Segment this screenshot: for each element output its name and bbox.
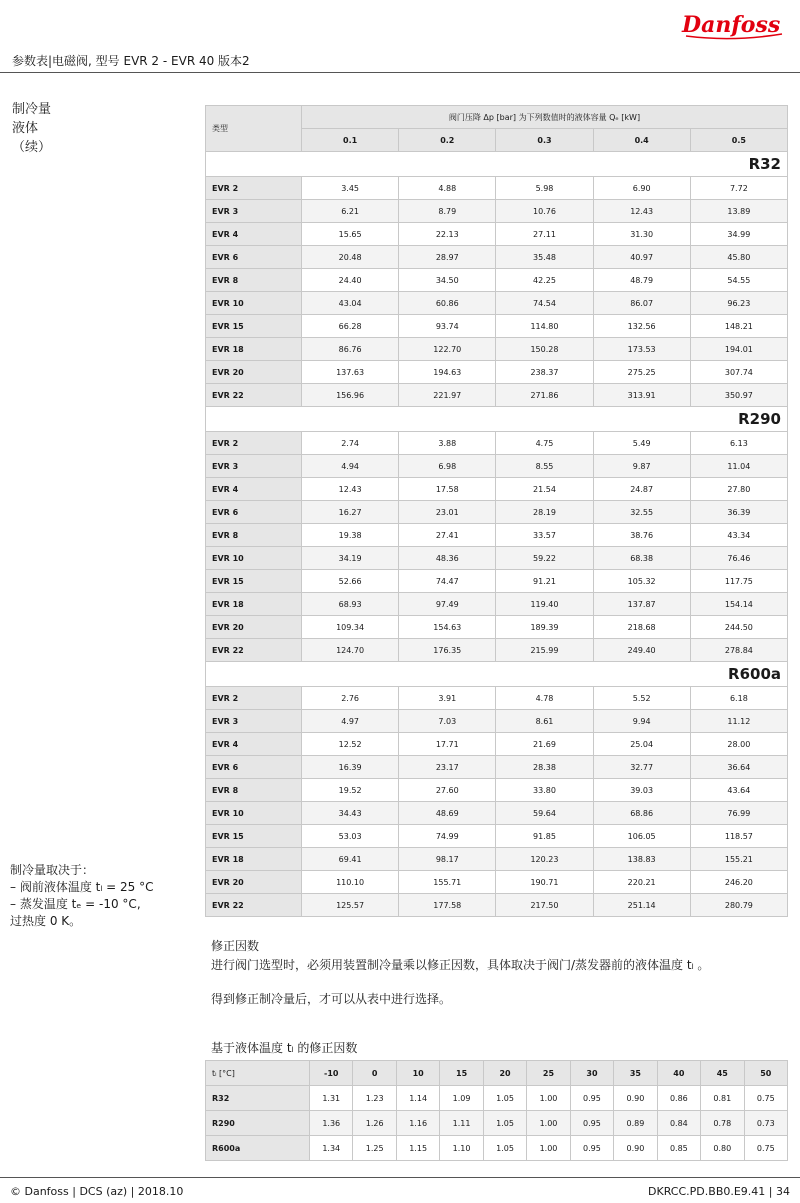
capacity-cell: 17.58 — [399, 478, 496, 501]
temperature-header: 25 — [527, 1061, 570, 1086]
table-row — [206, 871, 788, 894]
pressure-header: 0.1 — [302, 129, 399, 152]
capacity-cell: 6.13 — [690, 432, 787, 455]
correction-table — [205, 1060, 788, 1161]
factor-cell: 1.11 — [440, 1111, 483, 1136]
capacity-cell: 124.70 — [302, 639, 399, 662]
temperature-header: 50 — [744, 1061, 787, 1086]
temperature-header: 10 — [396, 1061, 439, 1086]
model-cell: EVR 18 — [206, 848, 302, 871]
capacity-cell: 125.57 — [302, 894, 399, 917]
type-header: 类型 — [206, 106, 302, 152]
capacity-cell: 106.05 — [593, 825, 690, 848]
capacity-cell: 280.79 — [690, 894, 787, 917]
capacity-cell: 34.50 — [399, 269, 496, 292]
capacity-cell: 27.41 — [399, 524, 496, 547]
temperature-header: 15 — [440, 1061, 483, 1086]
table-row — [206, 710, 788, 733]
model-cell: EVR 8 — [206, 524, 302, 547]
capacity-cell: 93.74 — [399, 315, 496, 338]
capacity-cell: 6.90 — [593, 177, 690, 200]
capacity-cell: 218.68 — [593, 616, 690, 639]
table-row — [206, 825, 788, 848]
capacity-cell: 117.75 — [690, 570, 787, 593]
table-row — [206, 384, 788, 407]
table-row — [206, 570, 788, 593]
capacity-cell: 21.54 — [496, 478, 593, 501]
correction-table-body — [206, 1086, 788, 1161]
capacity-cell: 28.97 — [399, 246, 496, 269]
capacity-cell: 190.71 — [496, 871, 593, 894]
refrigerant-name: R600a — [206, 662, 788, 687]
table-row — [206, 547, 788, 570]
heading-line: 液体 — [12, 121, 39, 136]
capacity-cell: 27.60 — [399, 779, 496, 802]
table-row — [206, 616, 788, 639]
temperature-header: 0 — [353, 1061, 396, 1086]
capacity-cell: 176.35 — [399, 639, 496, 662]
capacity-cell: 137.63 — [302, 361, 399, 384]
capacity-cell: 13.89 — [690, 200, 787, 223]
temperature-label: tₗ [°C] — [206, 1061, 310, 1086]
capacity-cell: 173.53 — [593, 338, 690, 361]
capacity-cell: 48.36 — [399, 547, 496, 570]
capacity-cell: 36.64 — [690, 756, 787, 779]
model-cell: EVR 3 — [206, 200, 302, 223]
capacity-cell: 12.52 — [302, 733, 399, 756]
capacity-cell: 19.38 — [302, 524, 399, 547]
table-row — [206, 593, 788, 616]
capacity-cell: 11.12 — [690, 710, 787, 733]
factor-cell: 1.05 — [483, 1136, 526, 1161]
capacity-cell: 74.99 — [399, 825, 496, 848]
capacity-cell: 33.57 — [496, 524, 593, 547]
factor-cell: 1.15 — [396, 1136, 439, 1161]
model-cell: EVR 22 — [206, 384, 302, 407]
capacity-cell: 24.40 — [302, 269, 399, 292]
capacity-cell: 138.83 — [593, 848, 690, 871]
capacity-cell: 68.38 — [593, 547, 690, 570]
model-cell: EVR 3 — [206, 455, 302, 478]
capacity-cell: 24.87 — [593, 478, 690, 501]
table-row — [206, 1086, 788, 1111]
capacity-cell: 119.40 — [496, 593, 593, 616]
capacity-cell: 278.84 — [690, 639, 787, 662]
factor-cell: 0.81 — [701, 1086, 744, 1111]
danfoss-logo — [678, 6, 788, 42]
model-cell: EVR 15 — [206, 315, 302, 338]
capacity-cell: 3.91 — [399, 687, 496, 710]
capacity-cell: 33.80 — [496, 779, 593, 802]
factor-cell: 1.10 — [440, 1136, 483, 1161]
model-cell: EVR 20 — [206, 361, 302, 384]
temperature-header: 40 — [657, 1061, 700, 1086]
capacity-cell: 96.23 — [690, 292, 787, 315]
capacity-cell: 4.88 — [399, 177, 496, 200]
model-cell: EVR 6 — [206, 756, 302, 779]
model-cell: EVR 22 — [206, 894, 302, 917]
capacity-cell: 220.21 — [593, 871, 690, 894]
capacity-cell: 4.94 — [302, 455, 399, 478]
capacity-cell: 9.87 — [593, 455, 690, 478]
model-cell: EVR 2 — [206, 432, 302, 455]
model-cell: EVR 10 — [206, 292, 302, 315]
capacity-cell: 122.70 — [399, 338, 496, 361]
model-cell: EVR 4 — [206, 733, 302, 756]
capacity-cell: 38.76 — [593, 524, 690, 547]
capacity-cell: 4.78 — [496, 687, 593, 710]
capacity-table — [205, 105, 788, 917]
capacity-cell: 43.04 — [302, 292, 399, 315]
capacity-cell: 35.48 — [496, 246, 593, 269]
capacity-cell: 7.03 — [399, 710, 496, 733]
heading-line: （续） — [12, 140, 52, 155]
table-row — [206, 269, 788, 292]
heading-line: 制冷量 — [12, 102, 52, 117]
capacity-cell: 86.07 — [593, 292, 690, 315]
correction-paragraph: 得到修正制冷量后，才可以从表中进行选择。 — [211, 992, 452, 1006]
capacity-cell: 23.17 — [399, 756, 496, 779]
capacity-cell: 69.41 — [302, 848, 399, 871]
capacity-cell: 97.49 — [399, 593, 496, 616]
temperature-header: 35 — [614, 1061, 657, 1086]
capacity-cell: 194.63 — [399, 361, 496, 384]
capacity-cell: 177.58 — [399, 894, 496, 917]
factor-cell: 0.80 — [701, 1136, 744, 1161]
factor-cell: 1.05 — [483, 1111, 526, 1136]
capacity-cell: 5.52 — [593, 687, 690, 710]
factor-cell: 0.86 — [657, 1086, 700, 1111]
table-row — [206, 1136, 788, 1161]
capacity-cell: 6.21 — [302, 200, 399, 223]
logo-text: Danfoss — [682, 12, 781, 38]
capacity-cell: 43.64 — [690, 779, 787, 802]
table-row — [206, 455, 788, 478]
factor-cell: 0.73 — [744, 1111, 787, 1136]
correction-header-row — [206, 1061, 788, 1086]
factor-cell: 0.78 — [701, 1111, 744, 1136]
table-row — [206, 687, 788, 710]
capacity-cell: 2.76 — [302, 687, 399, 710]
capacity-cell: 251.14 — [593, 894, 690, 917]
capacity-cell: 28.00 — [690, 733, 787, 756]
table-row — [206, 756, 788, 779]
refrigerant-row — [206, 407, 788, 432]
capacity-cell: 76.99 — [690, 802, 787, 825]
capacity-cell: 275.25 — [593, 361, 690, 384]
table-row — [206, 802, 788, 825]
temperature-header: 45 — [701, 1061, 744, 1086]
capacity-cell: 221.97 — [399, 384, 496, 407]
capacity-cell: 40.97 — [593, 246, 690, 269]
capacity-cell: 155.71 — [399, 871, 496, 894]
factor-cell: 0.89 — [614, 1111, 657, 1136]
footer-copyright: © Danfoss | DCS (az) | 2018.10 — [10, 1185, 184, 1198]
capacity-cell: 91.21 — [496, 570, 593, 593]
capacity-cell: 155.21 — [690, 848, 787, 871]
table-row — [206, 478, 788, 501]
capacity-cell: 11.04 — [690, 455, 787, 478]
note-line: – 蒸发温度 tₑ = -10 °C, — [10, 897, 141, 911]
capacity-conditions-note — [10, 862, 153, 930]
capacity-cell: 68.93 — [302, 593, 399, 616]
capacity-cell: 5.98 — [496, 177, 593, 200]
capacity-cell: 22.13 — [399, 223, 496, 246]
capacity-cell: 4.97 — [302, 710, 399, 733]
model-cell: EVR 2 — [206, 177, 302, 200]
model-cell: EVR 4 — [206, 223, 302, 246]
table-row — [206, 432, 788, 455]
table-row — [206, 361, 788, 384]
capacity-cell: 76.46 — [690, 547, 787, 570]
factor-cell: 0.75 — [744, 1136, 787, 1161]
capacity-cell: 244.50 — [690, 616, 787, 639]
factor-cell: 0.95 — [570, 1111, 613, 1136]
capacity-cell: 34.99 — [690, 223, 787, 246]
table-row — [206, 200, 788, 223]
capacity-cell: 7.72 — [690, 177, 787, 200]
factor-cell: 0.95 — [570, 1086, 613, 1111]
capacity-cell: 32.77 — [593, 756, 690, 779]
capacity-cell: 54.55 — [690, 269, 787, 292]
capacity-cell: 10.76 — [496, 200, 593, 223]
capacity-cell: 154.63 — [399, 616, 496, 639]
capacity-cell: 74.47 — [399, 570, 496, 593]
capacity-cell: 59.22 — [496, 547, 593, 570]
capacity-cell: 4.75 — [496, 432, 593, 455]
factor-cell: 1.25 — [353, 1136, 396, 1161]
capacity-cell: 16.27 — [302, 501, 399, 524]
factor-cell: 1.34 — [310, 1136, 353, 1161]
capacity-cell: 2.74 — [302, 432, 399, 455]
capacity-cell: 148.21 — [690, 315, 787, 338]
pressure-group-header: 阀门压降 Δp [bar] 为下列数值时的液体容量 Qₑ [kW] — [302, 106, 788, 129]
capacity-cell: 249.40 — [593, 639, 690, 662]
table-row — [206, 733, 788, 756]
note-line: 过热度 0 K。 — [10, 914, 82, 928]
capacity-cell: 52.66 — [302, 570, 399, 593]
correction-title: 修正因数 — [211, 939, 260, 953]
model-cell: EVR 6 — [206, 501, 302, 524]
capacity-cell: 114.80 — [496, 315, 593, 338]
capacity-cell: 28.19 — [496, 501, 593, 524]
capacity-cell: 45.80 — [690, 246, 787, 269]
capacity-cell: 189.39 — [496, 616, 593, 639]
capacity-cell: 34.43 — [302, 802, 399, 825]
capacity-cell: 12.43 — [593, 200, 690, 223]
model-cell: EVR 10 — [206, 802, 302, 825]
capacity-cell: 39.03 — [593, 779, 690, 802]
factor-cell: 1.14 — [396, 1086, 439, 1111]
table-row — [206, 1111, 788, 1136]
factor-cell: 0.84 — [657, 1111, 700, 1136]
capacity-cell: 53.03 — [302, 825, 399, 848]
model-cell: EVR 20 — [206, 871, 302, 894]
refrigerant-row — [206, 152, 788, 177]
model-cell: EVR 10 — [206, 547, 302, 570]
document-title: 参数表|电磁阀, 型号 EVR 2 - EVR 40 版本2 — [12, 54, 250, 68]
model-cell: EVR 2 — [206, 687, 302, 710]
table-row — [206, 894, 788, 917]
correction-table-title: 基于液体温度 tₗ 的修正因数 — [211, 1041, 358, 1055]
factor-cell: 1.00 — [527, 1086, 570, 1111]
note-line: 制冷量取决于： — [10, 863, 95, 877]
capacity-cell: 246.20 — [690, 871, 787, 894]
capacity-cell: 105.32 — [593, 570, 690, 593]
table-row — [206, 246, 788, 269]
capacity-cell: 132.56 — [593, 315, 690, 338]
capacity-cell: 271.86 — [496, 384, 593, 407]
model-cell: EVR 18 — [206, 338, 302, 361]
model-cell: EVR 15 — [206, 825, 302, 848]
capacity-cell: 215.99 — [496, 639, 593, 662]
capacity-cell: 66.28 — [302, 315, 399, 338]
capacity-cell: 3.88 — [399, 432, 496, 455]
capacity-cell: 8.55 — [496, 455, 593, 478]
factor-cell: 1.26 — [353, 1111, 396, 1136]
model-cell: EVR 18 — [206, 593, 302, 616]
capacity-cell: 27.11 — [496, 223, 593, 246]
capacity-cell: 34.19 — [302, 547, 399, 570]
pressure-header: 0.4 — [593, 129, 690, 152]
capacity-cell: 21.69 — [496, 733, 593, 756]
refrigerant-row — [206, 662, 788, 687]
capacity-cell: 48.79 — [593, 269, 690, 292]
capacity-cell: 9.94 — [593, 710, 690, 733]
capacity-cell: 109.34 — [302, 616, 399, 639]
factor-cell: 1.05 — [483, 1086, 526, 1111]
capacity-cell: 23.01 — [399, 501, 496, 524]
capacity-cell: 59.64 — [496, 802, 593, 825]
refrigerant-cell: R600a — [206, 1136, 310, 1161]
factor-cell: 1.23 — [353, 1086, 396, 1111]
capacity-cell: 28.38 — [496, 756, 593, 779]
capacity-cell: 313.91 — [593, 384, 690, 407]
footer-divider — [0, 1177, 800, 1178]
capacity-cell: 19.52 — [302, 779, 399, 802]
table-row — [206, 779, 788, 802]
refrigerant-name: R290 — [206, 407, 788, 432]
pressure-header: 0.2 — [399, 129, 496, 152]
capacity-cell: 137.87 — [593, 593, 690, 616]
capacity-cell: 118.57 — [690, 825, 787, 848]
capacity-cell: 16.39 — [302, 756, 399, 779]
table-row — [206, 639, 788, 662]
table-row — [206, 292, 788, 315]
factor-cell: 0.90 — [614, 1136, 657, 1161]
section-heading — [12, 100, 51, 157]
factor-cell: 1.31 — [310, 1086, 353, 1111]
model-cell: EVR 4 — [206, 478, 302, 501]
factor-cell: 1.09 — [440, 1086, 483, 1111]
pressure-header: 0.5 — [690, 129, 787, 152]
table-row — [206, 315, 788, 338]
factor-cell: 1.16 — [396, 1111, 439, 1136]
capacity-cell: 15.65 — [302, 223, 399, 246]
capacity-cell: 98.17 — [399, 848, 496, 871]
capacity-cell: 8.61 — [496, 710, 593, 733]
capacity-cell: 350.97 — [690, 384, 787, 407]
capacity-cell: 20.48 — [302, 246, 399, 269]
capacity-cell: 32.55 — [593, 501, 690, 524]
factor-cell: 0.95 — [570, 1136, 613, 1161]
factor-cell: 1.36 — [310, 1111, 353, 1136]
correction-paragraph: 进行阀门选型时，必须用装置制冷量乘以修正因数，具体取决于阀门/蒸发器前的液体温度 tₗ 。 — [211, 958, 710, 972]
temperature-header: 30 — [570, 1061, 613, 1086]
model-cell: EVR 3 — [206, 710, 302, 733]
capacity-cell: 3.45 — [302, 177, 399, 200]
refrigerant-cell: R32 — [206, 1086, 310, 1111]
table-row — [206, 501, 788, 524]
capacity-cell: 156.96 — [302, 384, 399, 407]
model-cell: EVR 22 — [206, 639, 302, 662]
table-row — [206, 223, 788, 246]
capacity-cell: 194.01 — [690, 338, 787, 361]
refrigerant-name: R32 — [206, 152, 788, 177]
temperature-header: -10 — [310, 1061, 353, 1086]
factor-cell: 0.75 — [744, 1086, 787, 1111]
capacity-cell: 86.76 — [302, 338, 399, 361]
capacity-cell: 91.85 — [496, 825, 593, 848]
model-cell: EVR 6 — [206, 246, 302, 269]
capacity-cell: 42.25 — [496, 269, 593, 292]
model-cell: EVR 20 — [206, 616, 302, 639]
capacity-cell: 238.37 — [496, 361, 593, 384]
capacity-cell: 25.04 — [593, 733, 690, 756]
capacity-cell: 217.50 — [496, 894, 593, 917]
table-row — [206, 338, 788, 361]
capacity-cell: 31.30 — [593, 223, 690, 246]
capacity-cell: 110.10 — [302, 871, 399, 894]
factor-cell: 1.00 — [527, 1111, 570, 1136]
capacity-cell: 12.43 — [302, 478, 399, 501]
model-cell: EVR 8 — [206, 779, 302, 802]
capacity-cell: 36.39 — [690, 501, 787, 524]
capacity-cell: 68.86 — [593, 802, 690, 825]
capacity-cell: 307.74 — [690, 361, 787, 384]
capacity-cell: 60.86 — [399, 292, 496, 315]
pressure-header: 0.3 — [496, 129, 593, 152]
refrigerant-cell: R290 — [206, 1111, 310, 1136]
capacity-cell: 27.80 — [690, 478, 787, 501]
table-row — [206, 848, 788, 871]
capacity-cell: 154.14 — [690, 593, 787, 616]
header-divider — [0, 72, 800, 73]
capacity-cell: 6.18 — [690, 687, 787, 710]
factor-cell: 0.90 — [614, 1086, 657, 1111]
model-cell: EVR 8 — [206, 269, 302, 292]
capacity-cell: 5.49 — [593, 432, 690, 455]
note-line: – 阀前液体温度 tₗ = 25 °C — [10, 880, 154, 894]
footer-doc-code: DKRCC.PD.BB0.E9.41 | 34 — [648, 1185, 790, 1198]
capacity-cell: 150.28 — [496, 338, 593, 361]
temperature-header: 20 — [483, 1061, 526, 1086]
table-row — [206, 524, 788, 547]
capacity-cell: 43.34 — [690, 524, 787, 547]
capacity-cell: 17.71 — [399, 733, 496, 756]
capacity-table-body — [206, 152, 788, 917]
capacity-cell: 120.23 — [496, 848, 593, 871]
capacity-cell: 74.54 — [496, 292, 593, 315]
capacity-cell: 48.69 — [399, 802, 496, 825]
factor-cell: 0.85 — [657, 1136, 700, 1161]
factor-cell: 1.00 — [527, 1136, 570, 1161]
capacity-cell: 6.98 — [399, 455, 496, 478]
model-cell: EVR 15 — [206, 570, 302, 593]
capacity-cell: 8.79 — [399, 200, 496, 223]
table-row — [206, 177, 788, 200]
